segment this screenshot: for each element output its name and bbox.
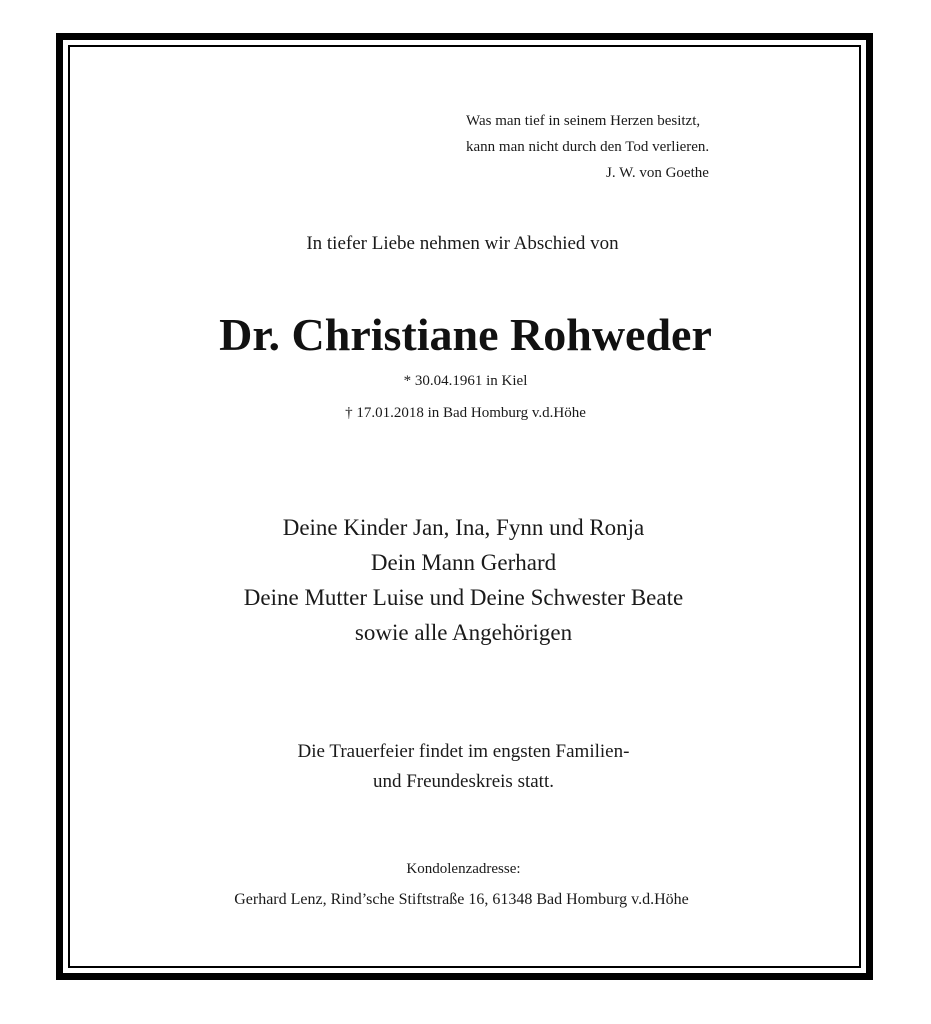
quote-author: J. W. von Goethe xyxy=(606,165,709,181)
death-date: † 17.01.2018 in Bad Homburg v.d.Höhe xyxy=(345,405,586,421)
quote-line-1: Was man tief in seinem Herzen besitzt, xyxy=(466,113,701,129)
quote xyxy=(466,108,826,160)
condolence-label: Kondolenzadresse: xyxy=(406,861,521,877)
ceremony-line-1: Die Trauerfeier findet im engsten Familien- xyxy=(297,741,630,762)
mourner-line: Dein Mann Gerhard xyxy=(370,550,557,575)
ceremony-notice xyxy=(0,737,929,797)
mourner-line: Deine Mutter Luise und Deine Schwester Beate xyxy=(243,585,684,610)
mourner-line: sowie alle Angehörigen xyxy=(354,620,573,645)
inner-border xyxy=(68,45,861,968)
intro-text: In tiefer Liebe nehmen wir Abschied von xyxy=(306,233,619,254)
birth-date: * 30.04.1961 in Kiel xyxy=(403,373,528,389)
ceremony-line-2: und Freundeskreis statt. xyxy=(372,771,554,792)
condolence-address: Gerhard Lenz, Rind’sche Stiftstraße 16, 61348 Bad Homburg v.d.Höhe xyxy=(234,891,689,908)
quote-line-2: kann man nicht durch den Tod verlieren. xyxy=(466,139,710,155)
deceased-name: Dr. Christiane Rohweder xyxy=(219,309,712,360)
mourner-line: Deine Kinder Jan, Ina, Fynn und Ronja xyxy=(282,515,645,540)
mourners-list xyxy=(0,510,929,650)
